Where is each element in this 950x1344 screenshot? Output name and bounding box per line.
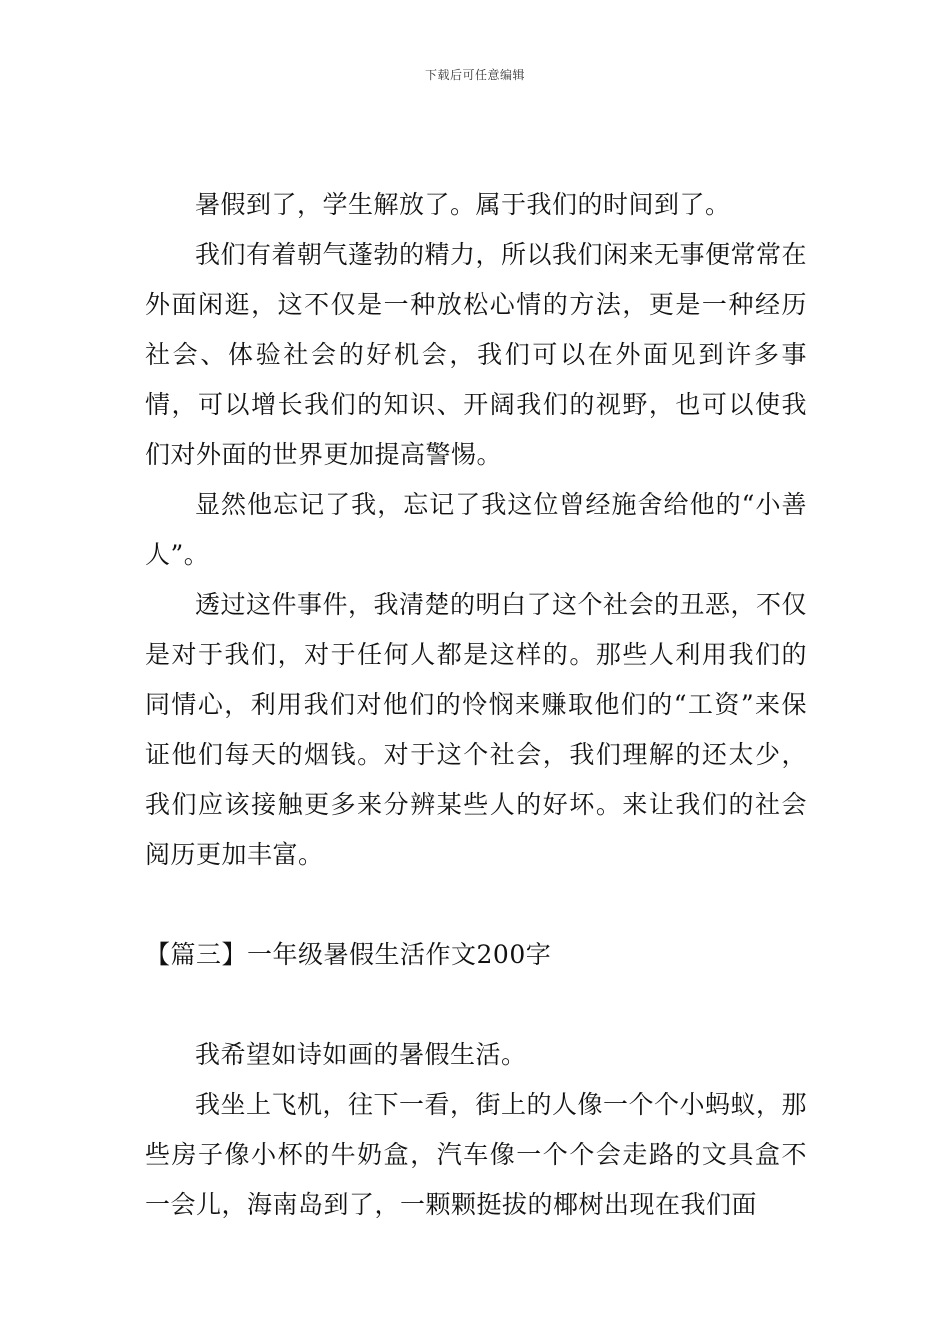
document-body bbox=[145, 180, 807, 1230]
paragraph: 我希望如诗如画的暑假生活。 bbox=[195, 1040, 527, 1069]
spacer bbox=[145, 980, 807, 1030]
paragraph: 暑假到了，学生解放了。属于我们的时间到了。 bbox=[195, 190, 731, 219]
page-header-note: 下载后可任意编辑 bbox=[424, 68, 525, 82]
paragraph: 透过这件事件，我清楚的明白了这个社会的丑恶，不仅是对于我们，对于任何人都是这样的。那些人利用我们的同情心，利用我们对他们的怜悯来赚取他们的“工资”来保证他们每天的烟钱。对于这个社会，我们理解的还太少，我们应该接触更多来分辨某些人的好坏。来让我们的社会阅历更加丰富。 bbox=[145, 590, 808, 869]
paragraph: 我坐上飞机，往下一看，街上的人像一个个小蚂蚁，那些房子像小杯的牛奶盒，汽车像一个个会走路的文具盒不一会儿，海南岛到了，一颗颗挺拔的椰树出现在我们面 bbox=[145, 1090, 808, 1219]
spacer bbox=[145, 880, 807, 930]
paragraph: 我们有着朝气蓬勃的精力，所以我们闲来无事便常常在外面闲逛，这不仅是一种放松心情的方法，更是一种经历社会、体验社会的好机会，我们可以在外面见到许多事情，可以增长我们的知识、开阔我们的视野，也可以使我们对外面的世界更加提高警惕。 bbox=[145, 240, 808, 469]
paragraph: 显然他忘记了我，忘记了我这位曾经施舍给他的“小善人”。 bbox=[145, 490, 807, 569]
section-heading: 【篇三】一年级暑假生活作文200字 bbox=[145, 940, 552, 969]
